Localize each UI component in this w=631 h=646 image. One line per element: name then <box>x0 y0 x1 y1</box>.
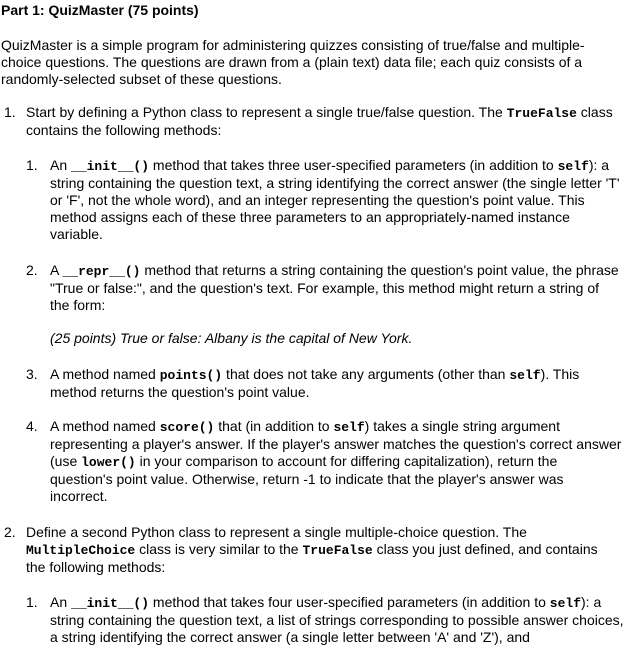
subitem-number: 1. <box>26 157 38 173</box>
subitem-1-1-text: An __init__() method that takes three user-specified parameters (in addition to self): a string containing the question text, a string identifying the correct answer (the single letter 'T' or 'F', not the whole word), and an integer representing the question's point value. This method assigns each of these three parameters to an appropriately-named instance variable. <box>50 157 620 242</box>
subitem-number: 3. <box>26 366 38 382</box>
subitem-1-4-text: A method named score() that (in addition to self) takes a single string argument representing a player's answer. If the player's answer matches the question's correct answer (use lower() in your comparison to account for differing capitalization), return the question's point value. Otherwise, return -1 to indicate that the player's answer was incorrect. <box>50 418 622 504</box>
subitem-number: 4. <box>26 418 38 434</box>
item-number: 2. <box>4 524 16 540</box>
class-name-code: MultipleChoice <box>26 543 136 558</box>
subitem-1-3-text: A method named points() that does not take any arguments (other than self). This method returns the question's point value. <box>50 366 580 400</box>
page-title: Part 1: QuizMaster (75 points) <box>1 2 199 18</box>
example-output: (25 points) True or false: Albany is the capital of New York. <box>50 330 413 346</box>
class-name-code: TrueFalse <box>302 543 373 558</box>
method-code: __repr__() <box>62 264 141 279</box>
method-code: __init__() <box>71 159 150 174</box>
method-code: __init__() <box>71 596 150 611</box>
intro-paragraph: QuizMaster is a simple program for administering quizzes consisting of true/false and multiple-choice questions. The questions are drawn from a (plain text) data file; each quiz consists of a randomly-selected subset of these questions. <box>1 37 585 87</box>
method-code: score() <box>159 420 215 435</box>
self-code: self <box>549 596 582 611</box>
lower-code: lower() <box>81 455 136 470</box>
self-code: self <box>557 159 589 174</box>
subitem-2-1-text: An __init__() method that takes four user-specified parameters (in addition to self): a string containing the question text, a list of strings corresponding to possible answer choices, a string identifying the correct answer (a single letter between 'A' and 'Z'), and <box>50 594 624 645</box>
item-2-text: Define a second Python class to represent a single multiple-choice question. The MultipleChoice class is very similar to the TrueFalse class you just defined, and contains the following methods: <box>26 524 598 575</box>
self-code: self <box>333 420 365 435</box>
item-1-text: Start by defining a Python class to represent a single true/false question. The TrueFalse class contains the following methods: <box>26 104 613 138</box>
method-code: points() <box>159 368 223 383</box>
subitem-number: 2. <box>26 262 38 278</box>
item-number: 1. <box>4 104 16 120</box>
self-code: self <box>509 368 541 383</box>
subitem-1-2-text: A __repr__() method that returns a string containing the question's point value, the phrase "True or false:", and the question's text. For example, this method might return a string of the form: <box>50 262 619 313</box>
class-name-code: TrueFalse <box>506 106 577 121</box>
subitem-number: 1. <box>26 594 38 610</box>
